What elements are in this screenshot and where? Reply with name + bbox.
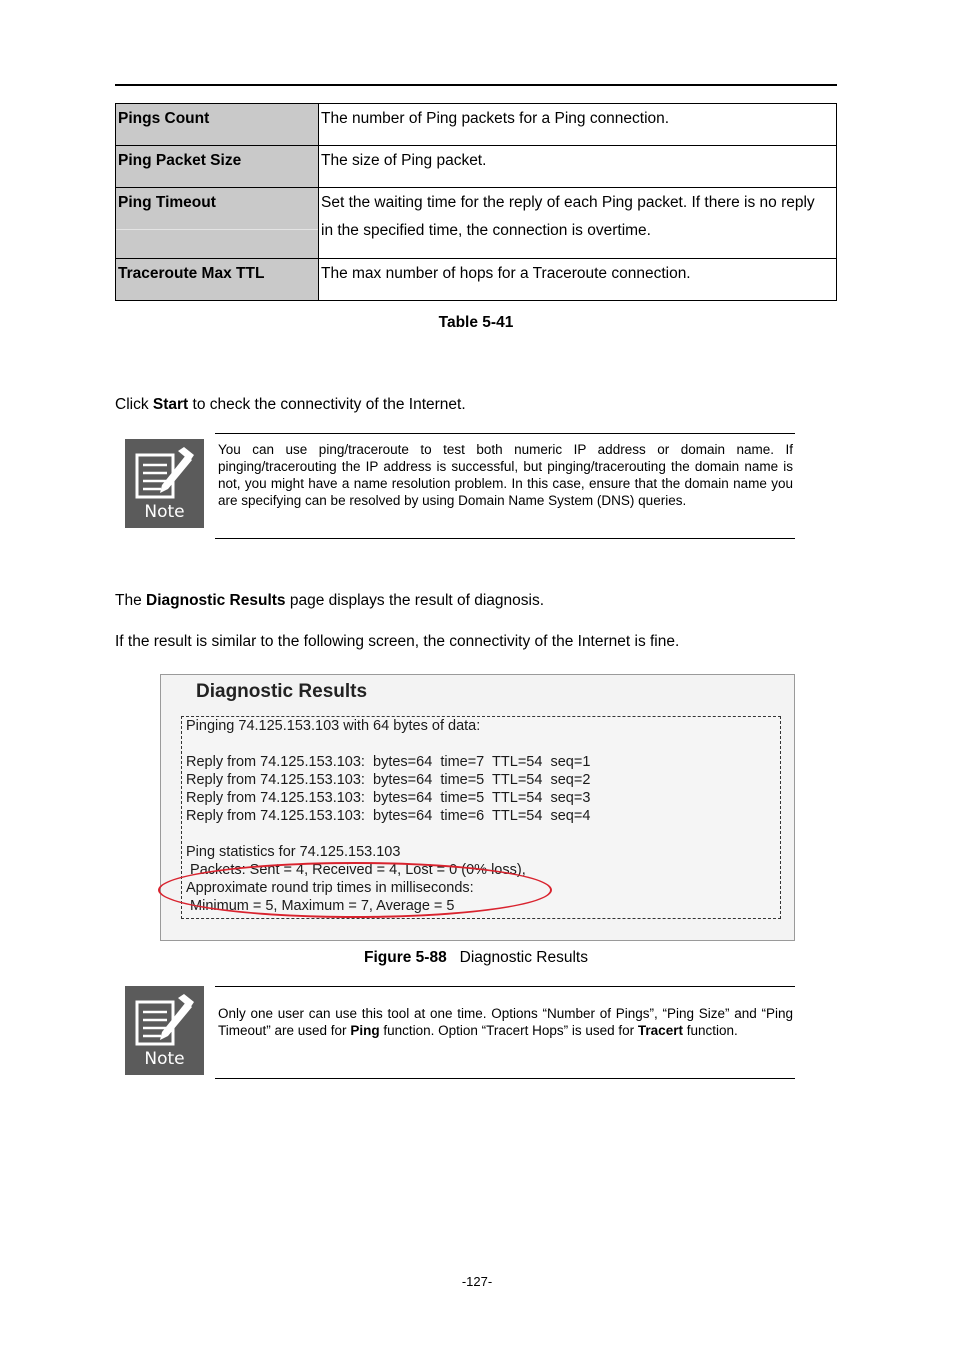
parameter-table xyxy=(115,103,837,301)
table-caption: Table 5-41 xyxy=(438,314,514,331)
result-line: Reply from 74.125.153.103: bytes=64 time=5 TTL=54 seq=2 xyxy=(186,772,591,788)
param-name: Traceroute Max TTL xyxy=(116,259,319,301)
note-icon xyxy=(125,439,204,528)
note-text xyxy=(215,987,795,1039)
bold-text: Tracert xyxy=(637,1023,683,1038)
notepad-pen-icon xyxy=(134,447,196,501)
param-description-line: Set the waiting time for the reply of each Ping packet. If there is no reply xyxy=(321,194,815,211)
highlight-circle xyxy=(158,862,552,918)
paragraph-start xyxy=(115,396,466,414)
note-box xyxy=(215,986,795,1079)
text: to check the connectivity of the Internet. xyxy=(188,396,466,413)
table-row xyxy=(116,188,837,259)
param-description: The number of Ping packets for a Ping connection. xyxy=(319,104,837,146)
screen-title: Diagnostic Results xyxy=(196,681,368,702)
table-row xyxy=(116,259,837,301)
result-line: Minimum = 5, Maximum = 7, Average = 5 xyxy=(186,898,455,914)
note-box xyxy=(215,433,795,539)
paragraph-result: If the result is similar to the following screen, the connectivity of the Internet is fine. xyxy=(115,633,680,650)
note-icon xyxy=(125,986,204,1075)
text: function. Option “Tracert Hops” is used for xyxy=(379,1023,638,1038)
param-description: The max number of hops for a Traceroute connection. xyxy=(319,259,837,301)
result-line: Reply from 74.125.153.103: bytes=64 time=7 TTL=54 seq=1 xyxy=(186,754,591,770)
text: function. xyxy=(682,1023,738,1038)
text: Only one user can use this tool at one time. Options “Number of Pings”, “Ping Size” and “Ping Timeout” are used for xyxy=(218,1006,793,1038)
result-line: Pinging 74.125.153.103 with 64 bytes of data: xyxy=(186,718,481,734)
param-description-line: in the specified time, the connection is overtime. xyxy=(321,222,651,239)
result-line: Ping statistics for 74.125.153.103 xyxy=(186,844,401,860)
note-text: You can use ping/traceroute to test both numeric IP address or domain name. If pinging/tracerouting the IP address is successful, but pinging/tracerouting the domain name is not, you might have a name resolution problem. In this case, ensure that the domain name you are specifying can be resolved by using Domain Name System (DNS) queries. xyxy=(218,442,793,508)
note-label: Note xyxy=(144,502,185,522)
param-name: Ping Packet Size xyxy=(116,146,319,188)
result-line: Approximate round trip times in milliseconds: xyxy=(186,880,474,896)
bold-text: Start xyxy=(152,396,189,413)
notepad-pen-icon xyxy=(134,994,196,1048)
bold-text: Diagnostic Results xyxy=(146,592,286,609)
param-name: Pings Count xyxy=(116,104,319,146)
param-description: The size of Ping packet. xyxy=(319,146,837,188)
text: Click xyxy=(115,396,153,413)
param-description xyxy=(319,188,837,259)
table-row xyxy=(116,146,837,188)
figure-label: Figure 5-88 xyxy=(364,949,447,966)
text: page displays the result of diagnosis. xyxy=(285,592,545,609)
result-line: Reply from 74.125.153.103: bytes=64 time=5 TTL=54 seq=3 xyxy=(186,790,591,806)
bold-text: Ping xyxy=(350,1023,380,1038)
header-rule xyxy=(115,84,837,86)
page-number: -127- xyxy=(461,1274,493,1289)
figure-caption xyxy=(115,949,837,967)
figure-title: Diagnostic Results xyxy=(459,949,588,966)
text: The xyxy=(115,592,147,609)
paragraph-diagnostic xyxy=(115,592,544,610)
param-name: Ping Timeout xyxy=(116,188,319,259)
table-row xyxy=(116,104,837,146)
note-label: Note xyxy=(144,1049,185,1069)
result-line: Reply from 74.125.153.103: bytes=64 time=6 TTL=54 seq=4 xyxy=(186,808,591,824)
result-line: Packets: Sent = 4, Received = 4, Lost = 0 (0% loss), xyxy=(186,862,526,878)
